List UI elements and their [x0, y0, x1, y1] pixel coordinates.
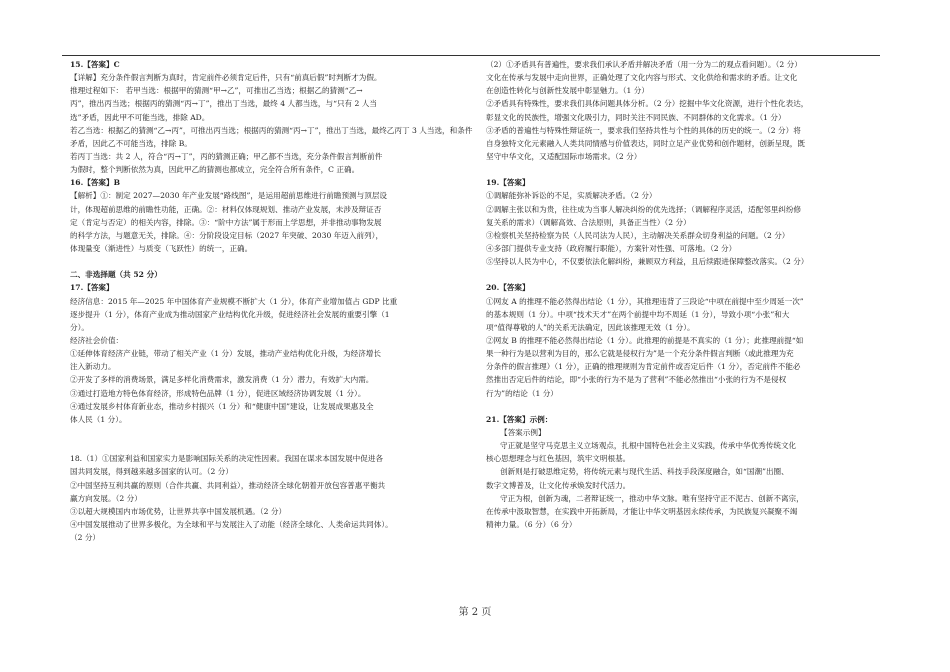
text-line: ②矛盾具有特殊性，要求我们具体问题具体分析。（2 分）挖掘中华文化资源，进行个性化表达， [486, 99, 809, 109]
text-line: 逐步提升（1 分），体育产业成为推动国家产业结构优化升级，促进经济社会发展的重要引擎（1 [70, 309, 390, 319]
text-line: 守正为根，创新为魂，二者辩证统一，推动中华文脉。唯有坚持守正不泥古、创新不离宗， [500, 493, 804, 503]
section-heading: 二、非选择题（共 52 分） [70, 270, 162, 280]
text-line: 体现量变（渐进性）与质变（飞跃性）的统一，正确。 [70, 243, 253, 253]
text-line: 文化在传承与发展中走向世界，正确处理了文化内容与形式、文化供给和需求的矛盾。让文化 [486, 73, 798, 83]
text-line: 经济社会价值： [70, 335, 124, 345]
text-line: 计，体现超前思维的前瞻性功能，正确。②：材料仅体现规划、推动产业发展，未涉及辩证否 [70, 204, 382, 214]
page-number: 第 2 页 [458, 607, 492, 618]
text-line: ①网友 A 的推理不能必然得出结论（1 分），其推理违背了三段论“中项在前提中至少周延一次” [486, 296, 804, 306]
section-heading: 15.【答案】C [70, 60, 120, 69]
text-line: ②调解主张以和为贵，往往成为当事人解决纠纷的优先选择；（调解程序灵活，适配邻里纠纷修 [486, 204, 802, 214]
text-line: ②网友 B 的推理不能必然得出结论（1 分）。此推理的前提是不真实的（1 分）；此推理前提“如 [486, 335, 804, 345]
text-line: ③检察机关坚持检察为民（人民司法为人民），主动解决关系群众切身利益的问题。（2 分） [486, 230, 790, 240]
text-line: 自身独特文化元素融入人类共同情感与价值表达，同时立足产业优势和创作题材，创新呈现，既 [486, 138, 805, 148]
text-line: ③通过打造地方特色体育经济，形成特色品牌（1 分），促进区域经济协调发展（1 分）。 [70, 388, 366, 398]
text-line: ④通过发展乡村体育新业态，推动乡村振兴（1 分）和“健康中国”建设，让发展成果惠及全 [70, 401, 374, 411]
text-line: 赢方向发展。（2 分） [70, 493, 142, 503]
text-line: 项“值得尊敬的人”的关系无法确定，因此该推理无效（1 分）。 [486, 322, 695, 332]
text-line: ①调解能弥补诉讼的不足，实质解决矛盾。（2 分） [486, 191, 657, 201]
text-line: 的基本规则（1 分）。中项“技术天才”在两个前提中均不周延（1 分），导致小项“小张”和大 [486, 309, 790, 319]
text-line: 创新则是打破思维定势，将传统元素与现代生活、科技手段深度融合，如“国潮”出圈、 [500, 467, 789, 477]
text-line: 【解析】①：制定 2027—2030 年产业发展“路线图”，是运用超前思维进行前瞻预测与顶层设 [70, 191, 388, 201]
text-line: 定（肯定与否定）的相关内容，排除。③：“阶中方法”属于形而上学思想，并非推动事物发展 [70, 217, 382, 227]
text-line: 复关系的需求）（调解高效、合法原则，具备正当性）（2 分） [486, 217, 691, 227]
blank-line [486, 268, 882, 281]
text-line: （2 分） [70, 533, 101, 543]
text-line: 果一种行为是以营利为目的，那么它就是侵权行为”是一个充分条件假言判断（或此推理为充 [486, 349, 794, 359]
section-heading: 16.【答案】B [70, 178, 121, 188]
text-line: 为假时，整个判断依然为真，因此甲乙的猜测也都成立，完全符合所有条件，C 正确。 [70, 165, 360, 175]
text-line: 彰显文化的民族性，增强文化吸引力，同时关注不同民族、不同群体的文化需求。（1 分） [486, 112, 786, 122]
text-line: 国共同发展，得到越来越多国家的认可。（2 分） [70, 467, 233, 477]
blank-line [70, 439, 482, 452]
text-line: 丙”，推出丙当选；根据丙的猜测“丙→丁”，推出丁当选，最终 4 人都当选，与“只有 2 人当 [70, 99, 377, 109]
text-line: 【答案示例】 [500, 427, 546, 437]
blank-line [70, 255, 482, 268]
section-heading: 19.【答案】 [486, 178, 530, 188]
text-line: 推理过程如下： 若甲当选：根据甲的猜测“甲→乙”，可推出乙当选；根据乙的猜测“乙→ [70, 86, 363, 96]
text-line: 在传承中汲取智慧，在实践中开拓新局，才能让中华文明基因永续传承，为民族复兴凝聚不竭 [486, 506, 798, 516]
text-line: ③矛盾的普遍性与特殊性辩证统一，要求我们坚持共性与个性的具体的历史的统一。（2 分）将 [486, 125, 801, 135]
text-line: （2）①矛盾具有普遍性，要求我们承认矛盾并解决矛盾（用一分为二的观点看问题）。（2 分） [486, 60, 802, 69]
left-column [70, 58, 482, 544]
section-heading: 21.【答案】示例： [486, 414, 553, 424]
text-line: ③以超大规模国内市场优势，让世界共享中国发展机遇。（2 分） [70, 506, 287, 516]
text-line: ④中国发展推动了世界多极化，为全球和平与发展注入了动能（经济全球化、人类命运共同体）。 [70, 519, 393, 529]
text-line: 体人民（1 分）。 [70, 414, 127, 424]
blank-line [486, 163, 882, 176]
blank-line [486, 400, 882, 413]
text-line: 守正就是坚守马克思主义立场观点，扎根中国特色社会主义实践，传承中华优秀传统文化 [500, 441, 797, 451]
text-line: 【详解】充分条件假言判断为真时，肯定前件必须肯定后件，只有“前真后假”时判断才为假。 [70, 73, 382, 83]
text-line: 经济信息：2015 年—2025 年中国体育产业规模不断扩大（1 分），体育产业增加值占 GDP 比重 [70, 296, 398, 306]
text-line: 精神力量。（6 分）（6 分） [486, 519, 577, 529]
text-line: ⑤坚持以人民为中心，不仅要依法化解纠纷，兼顾双方利益，且后续跟进保障整改落实。（2 分） [486, 257, 809, 267]
text-line: 在创造性转化与创新性发展中彰显魅力。（1 分） [486, 86, 649, 96]
text-line: 行为”的结论（1 分） [486, 388, 558, 398]
section-heading: 20.【答案】 [486, 283, 530, 293]
text-line: 核心思想理念与红色基因，筑牢文明根基。 [486, 454, 631, 464]
text-line: 坚守中华文化，又适配国际市场需求。（2 分） [486, 151, 642, 161]
text-line: 选”矛盾，因此甲不可能当选，排除 AD。 [70, 112, 210, 122]
text-line: ②开发了多样的消费场景，满足多样化消费需求，激发消费（1 分）潜力，有效扩大内需。 [70, 375, 374, 385]
text-line: 注入新动力。 [70, 362, 116, 372]
text-line: ②中国坚持互利共赢的原则（合作共赢、共同利益），推动经济全球化朝着开放包容普惠平衡共 [70, 480, 386, 490]
right-column [486, 58, 882, 531]
text-line: ①延伸体育经济产业链，带动了相关产业（1 分）发展，推动产业结构优化升级，为经济增长 [70, 349, 381, 359]
text-line: 分）。 [70, 322, 89, 332]
text-line: 矛盾，因此乙不可能当选，排除 B。 [70, 138, 192, 148]
text-line: 然推出否定后件的结论，即“小张的行为不是为了营利”不能必然推出“小张的行为不是侵权 [486, 375, 787, 385]
text-line: 的科学方法，与题意无关，排除。④：分阶段设定目标（2027 年突破、2030 年迈入前列）， [70, 230, 384, 240]
section-heading: 17.【答案】 [70, 283, 114, 293]
text-line: 若乙当选：根据乙的猜测“乙→丙”，可推出丙当选；根据丙的猜测“丙→丁”，推出丁当选，最终乙丙丁 3 人当选，和条件 [70, 125, 473, 135]
text-line: 若丙丁当选：共 2 人，符合“丙→丁”，丙的猜测正确；甲乙都不当选，充分条件假言判断前件 [70, 151, 383, 161]
text-line: 分条件的假言推理）（1 分），正确的推理规则为肯定前件或否定后件（1 分），否定前件不能必 [486, 362, 801, 372]
header-rule [62, 55, 880, 56]
blank-line [70, 426, 482, 439]
text-line: ④多部门提供专业支持（政府履行职能），方案针对性强、可落地。（2 分） [486, 243, 737, 253]
text-line: 18.（1）①国家利益和国家实力是影响国际关系的决定性因素。我国在谋求本国发展中促进各 [70, 454, 384, 464]
text-line: 数字文博普及，让文化传承焕发时代活力。 [486, 480, 631, 490]
